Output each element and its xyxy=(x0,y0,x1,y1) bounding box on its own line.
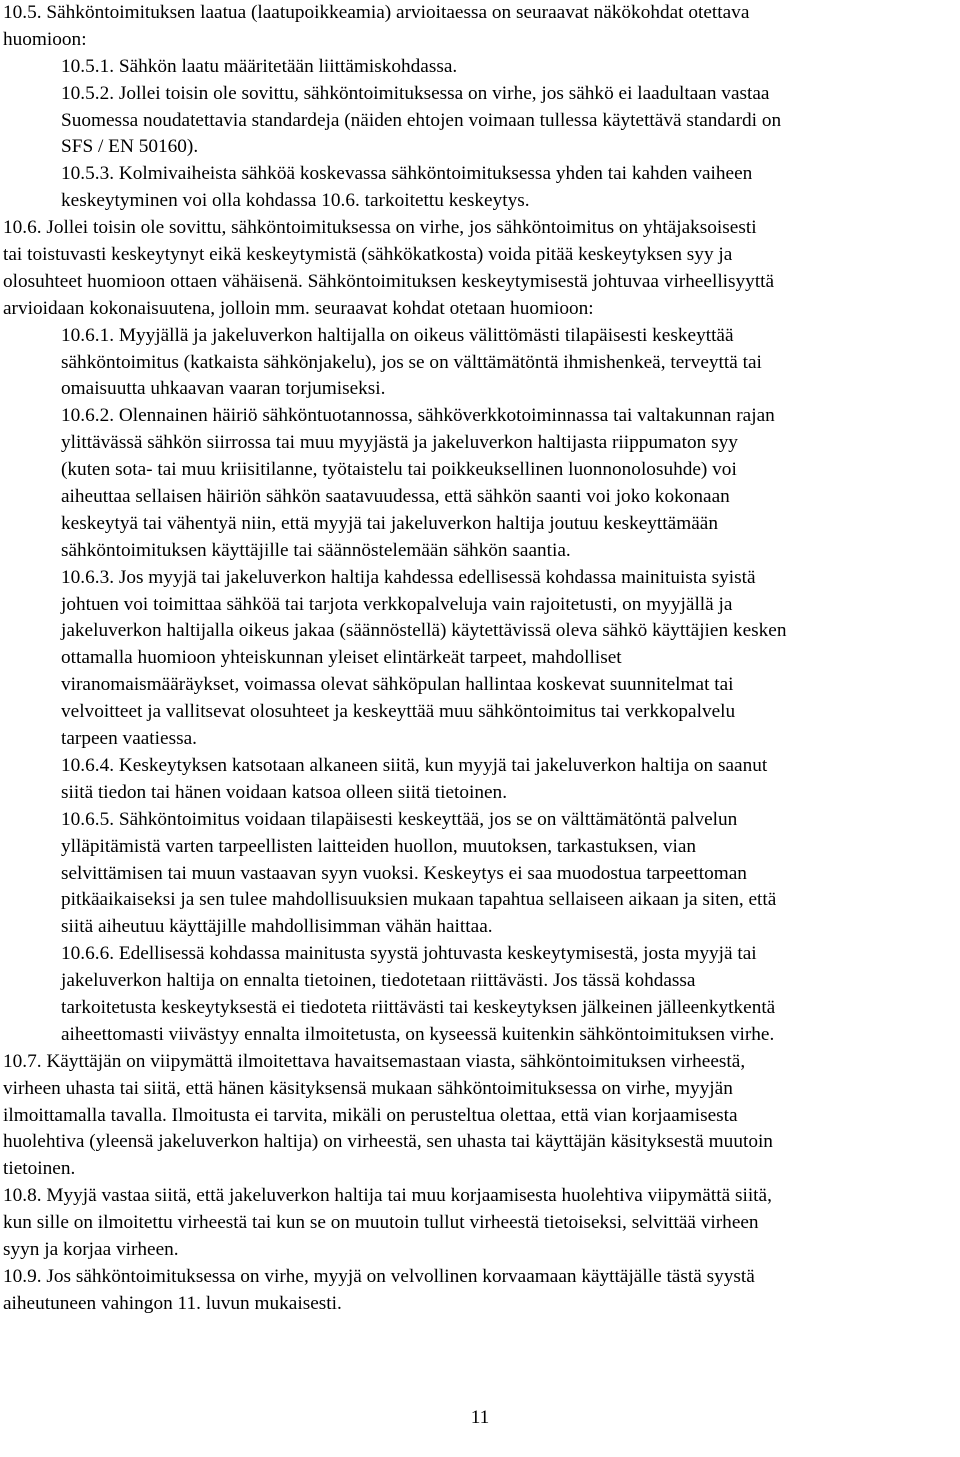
text-line: 10.5.2. Jollei toisin ole sovittu, sähköntoimituksessa on virhe, jos sähkö ei laadultaan vastaa xyxy=(61,82,770,104)
text-line: olosuhteet huomioon ottaen vähäisenä. Sähköntoimituksen keskeytymisestä johtuvaa virheellisyyttä xyxy=(3,270,775,292)
text-line: aiheettomasti viivästyy ennalta ilmoitetusta, on kyseessä kuitenkin sähköntoimituksen virhe. xyxy=(61,1023,775,1045)
text-line: 10.6.6. Edellisessä kohdassa mainitusta syystä johtuvasta keskeytymisestä, josta myyjä tai xyxy=(61,943,757,965)
document-page xyxy=(3,0,957,1318)
text-line: ilmoittamalla tavalla. Ilmoitusta ei tarvita, mikäli on perusteltua olettaa, että vian korjaamisesta xyxy=(3,1104,738,1126)
text-line: syyn ja korjaa virheen. xyxy=(3,1238,179,1260)
text-line: sähköntoimitus (katkaista sähkönjakelu), jos se on välttämätöntä ihmishenkeä, terveyttä tai xyxy=(61,351,762,373)
text-line: 10.6. Jollei toisin ole sovittu, sähköntoimituksessa on virhe, jos sähköntoimitus on yhtäjaksoisesti xyxy=(3,217,757,239)
text-line: 10.6.1. Myyjällä ja jakeluverkon haltijalla on oikeus välittömästi tilapäisesti keskeyttää xyxy=(61,324,734,346)
text-line: selvittämisen tai muun vastaavan syyn vuoksi. Keskeytys ei saa muodostua tarpeettoman xyxy=(61,862,747,884)
text-line: 10.5. Sähköntoimituksen laatua (laatupoikkeamia) arvioitaessa on seuraavat näkökohdat otettava xyxy=(3,2,750,23)
text-line: 10.6.2. Olennainen häiriö sähköntuotannossa, sähköverkkotoiminnassa tai valtakunnan rajan xyxy=(61,405,775,427)
text-line: 10.5.1. Sähkön laatu määritetään liittämiskohdassa. xyxy=(61,55,458,77)
text-line: 10.5.3. Kolmivaiheista sähköä koskevassa sähköntoimituksessa yhden tai kahden vaiheen xyxy=(61,163,753,185)
text-line: siitä tiedon tai hänen voidaan katsoa olleen siitä tietoinen. xyxy=(61,781,508,803)
text-line: 10.7. Käyttäjän on viipymättä ilmoitettava havaitsemastaan viasta, sähköntoimituksen virheestä, xyxy=(3,1050,746,1072)
text-line: aiheutuneen vahingon 11. luvun mukaisesti. xyxy=(3,1292,342,1314)
text-line: pitkäaikaiseksi ja sen tulee mahdollisuuksien mukaan tapahtua sellaiseen aikaan ja siten, että xyxy=(61,889,777,911)
text-line: jakeluverkon haltijalla oikeus jakaa (säännöstellä) käytettävissä oleva sähkö käyttäjien kesken xyxy=(61,620,787,642)
text-line: Suomessa noudatettavia standardeja (näiden ehtojen voimaan tullessa käytettävä standardi on xyxy=(61,109,782,131)
text-line: arvioidaan kokonaisuutena, jolloin mm. seuraavat kohdat otetaan huomioon: xyxy=(3,297,594,319)
text-line: ylittävässä sähkön siirrossa tai muu myyjästä ja jakeluverkon haltijasta riippumaton syy xyxy=(61,432,738,454)
text-line: 10.6.5. Sähköntoimitus voidaan tilapäisesti keskeyttää, jos se on välttämätöntä palvelun xyxy=(61,808,738,830)
text-line: ylläpitämistä varten tarpeellisten laitteiden huollon, muutoksen, tarkastuksen, vian xyxy=(61,835,697,857)
text-line: keskeytyä tai vähentyä niin, että myyjä tai jakeluverkon haltija joutuu keskeyttämään xyxy=(61,512,718,534)
text-line: omaisuutta uhkaavan vaaran torjumiseksi. xyxy=(61,378,386,400)
text-line: ottamalla huomioon yhteiskunnan yleiset elintärkeät tarpeet, mahdolliset xyxy=(61,647,622,669)
document-body xyxy=(3,0,957,1318)
text-line: 10.6.3. Jos myyjä tai jakeluverkon haltija kahdessa edellisessä kohdassa mainituista syistä xyxy=(61,566,756,588)
text-line: keskeytyminen voi olla kohdassa 10.6. tarkoitettu keskeytys. xyxy=(61,190,530,212)
text-line: (kuten sota- tai muu kriisitilanne, työtaistelu tai poikkeuksellinen luonnonolosuhde) voi xyxy=(61,459,737,481)
text-line: huolehtiva (yleensä jakeluverkon haltija) on virheestä, sen uhasta tai käyttäjän käsityksestä muutoin xyxy=(3,1131,773,1153)
text-line: virheen uhasta tai siitä, että hänen käsityksensä mukaan sähköntoimituksessa on virhe, myyjän xyxy=(3,1077,733,1099)
text-line: aiheuttaa sellaisen häiriön sähkön saatavuudessa, että sähkön saanti voi joko kokonaan xyxy=(61,486,730,508)
text-line: 10.6.4. Keskeytyksen katsotaan alkaneen siitä, kun myyjä tai jakeluverkon haltija on saanut xyxy=(61,754,768,776)
text-line: johtuen voi toimittaa sähköä tai tarjota verkkopalveluja vain rajoitetusti, on myyjällä ja xyxy=(61,593,733,615)
text-line: siitä aiheutuu käyttäjille mahdollisimman vähän haittaa. xyxy=(61,916,493,938)
text-line: viranomaismääräykset, voimassa olevat sähköpulan hallintaa koskevat suunnitelmat tai xyxy=(61,674,734,696)
text-line: 10.9. Jos sähköntoimituksessa on virhe, myyjä on velvollinen korvaamaan käyttäjälle tästä syystä xyxy=(3,1265,755,1287)
text-line: tarpeen vaatiessa. xyxy=(61,728,197,750)
text-line: sähköntoimituksen käyttäjille tai säännöstelemään sähkön saantia. xyxy=(61,539,571,561)
text-line: kun sille on ilmoitettu virheestä tai kun se on muutoin tullut virheestä tietoiseksi, selvittää virheen xyxy=(3,1212,759,1234)
text-line: tietoinen. xyxy=(3,1158,76,1180)
page-number: 11 xyxy=(470,1407,490,1428)
text-line: velvoitteet ja vallitsevat olosuhteet ja keskeyttää muu sähköntoimitus tai verkkopalvelu xyxy=(61,701,736,723)
text-line: SFS / EN 50160). xyxy=(61,136,199,158)
text-line: tarkoitetusta keskeytyksestä ei tiedoteta riittävästi tai keskeytyksen jälkeinen jälleenkytkentä xyxy=(61,996,776,1018)
text-line: tai toistuvasti keskeytynyt eikä keskeytymistä (sähkökatkosta) voida pitää keskeytyksen syy ja xyxy=(3,244,733,266)
text-line: jakeluverkon haltija on ennalta tietoinen, tiedotetaan riittävästi. Jos tässä kohdassa xyxy=(61,970,696,992)
text-line: huomioon: xyxy=(3,28,87,50)
text-line: 10.8. Myyjä vastaa siitä, että jakeluverkon haltija tai muu korjaamisesta huolehtiva viipymättä siitä, xyxy=(3,1185,772,1207)
